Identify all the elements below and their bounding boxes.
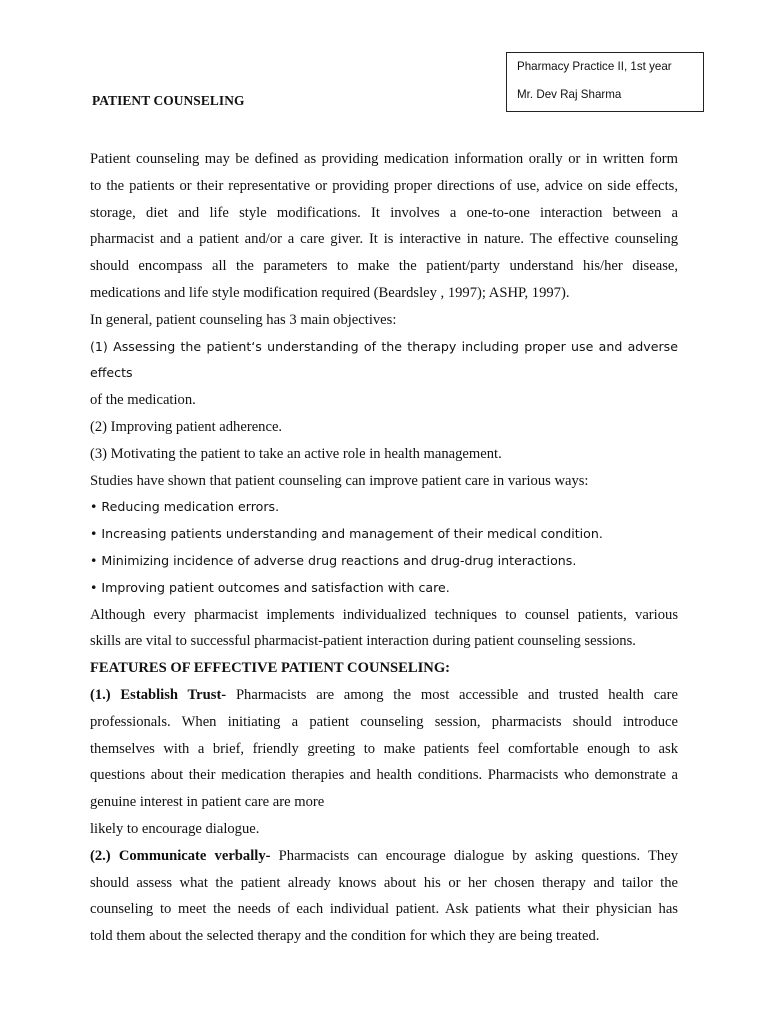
objective-1-line-1: (1) Assessing the patient‘s understanding of the therapy including proper use and adverse effects	[90, 338, 678, 381]
feature-1-line: likely to encourage dialogue.	[90, 820, 260, 837]
feature-1-line: genuine interest in patient care are more	[90, 794, 325, 811]
feature-1-line: professionals. When initiating a patient counseling session, pharmacists should introduce	[90, 713, 678, 730]
benefit-item: • Increasing patients understanding and management of their medical condition.	[90, 526, 603, 542]
intro-line: storage, diet and life style modifications. It involves a one-to-one interaction between a	[90, 204, 678, 221]
intro-line: medications and life style modification required (Beardsley , 1997); ASHP, 1997).	[90, 284, 570, 301]
feature-2-line: counseling to meet the needs of each individual patient. Ask patients what their physician has	[90, 901, 678, 918]
skills-line: skills are vital to successful pharmacist-patient interaction during patient counseling sessions.	[90, 633, 636, 650]
document-body	[90, 146, 678, 950]
benefit-item: • Minimizing incidence of adverse drug reactions and drug-drug interactions.	[90, 552, 577, 568]
objective-2: (2) Improving patient adherence.	[90, 418, 283, 435]
feature-1-line: questions about their medication therapies and health conditions. Pharmacists who demonstrate a	[90, 767, 678, 784]
intro-line: Patient counseling may be defined as providing medication information orally or in written form	[90, 151, 678, 167]
skills-line: Although every pharmacist implements individualized techniques to counsel patients, various	[90, 606, 678, 623]
objectives-intro: In general, patient counseling has 3 main objectives:	[90, 311, 397, 328]
intro-line: to the patients or their representative or providing proper directions of use, advice on side effects,	[90, 177, 678, 194]
feature-1-line: themselves with a brief, friendly greeting to make patients feel comfortable enough to ask	[90, 740, 678, 757]
feature-2-line-1	[90, 843, 678, 870]
course-info-box	[506, 52, 704, 112]
feature-2-line: told them about the selected therapy and the condition for which they are being treated.	[90, 928, 600, 945]
feature-2-text: Pharmacists can encourage dialogue by asking questions. They	[270, 847, 678, 864]
objective-3: (3) Motivating the patient to take an active role in health management.	[90, 445, 502, 462]
intro-line: pharmacist and a patient and/or a care giver. It is interactive in nature. The effective counseling	[90, 231, 678, 248]
feature-2-line: should assess what the patient already knows about his or her chosen therapy and tailor the	[90, 874, 678, 891]
objective-1-line-2: of the medication.	[90, 392, 196, 409]
features-heading: FEATURES OF EFFECTIVE PATIENT COUNSELING:	[90, 660, 451, 677]
course-label: Pharmacy Practice II, 1st year	[517, 60, 672, 73]
feature-2-label: (2.) Communicate verbally-	[90, 847, 271, 864]
feature-1-text: Pharmacists are among the most accessible and trusted health care	[226, 686, 678, 703]
studies-intro: Studies have shown that patient counseling can improve patient care in various ways:	[90, 472, 589, 489]
intro-line: should encompass all the parameters to make the patient/party understand his/her disease,	[90, 258, 678, 275]
page-title: PATIENT COUNSELING	[92, 93, 245, 108]
benefit-item: • Reducing medication errors.	[90, 499, 280, 515]
benefit-item: • Improving patient outcomes and satisfaction with care.	[90, 579, 450, 595]
feature-1-label: (1.) Establish Trust-	[90, 686, 227, 703]
instructor-label: Mr. Dev Raj Sharma	[517, 88, 622, 101]
feature-1-line-1	[90, 682, 678, 709]
